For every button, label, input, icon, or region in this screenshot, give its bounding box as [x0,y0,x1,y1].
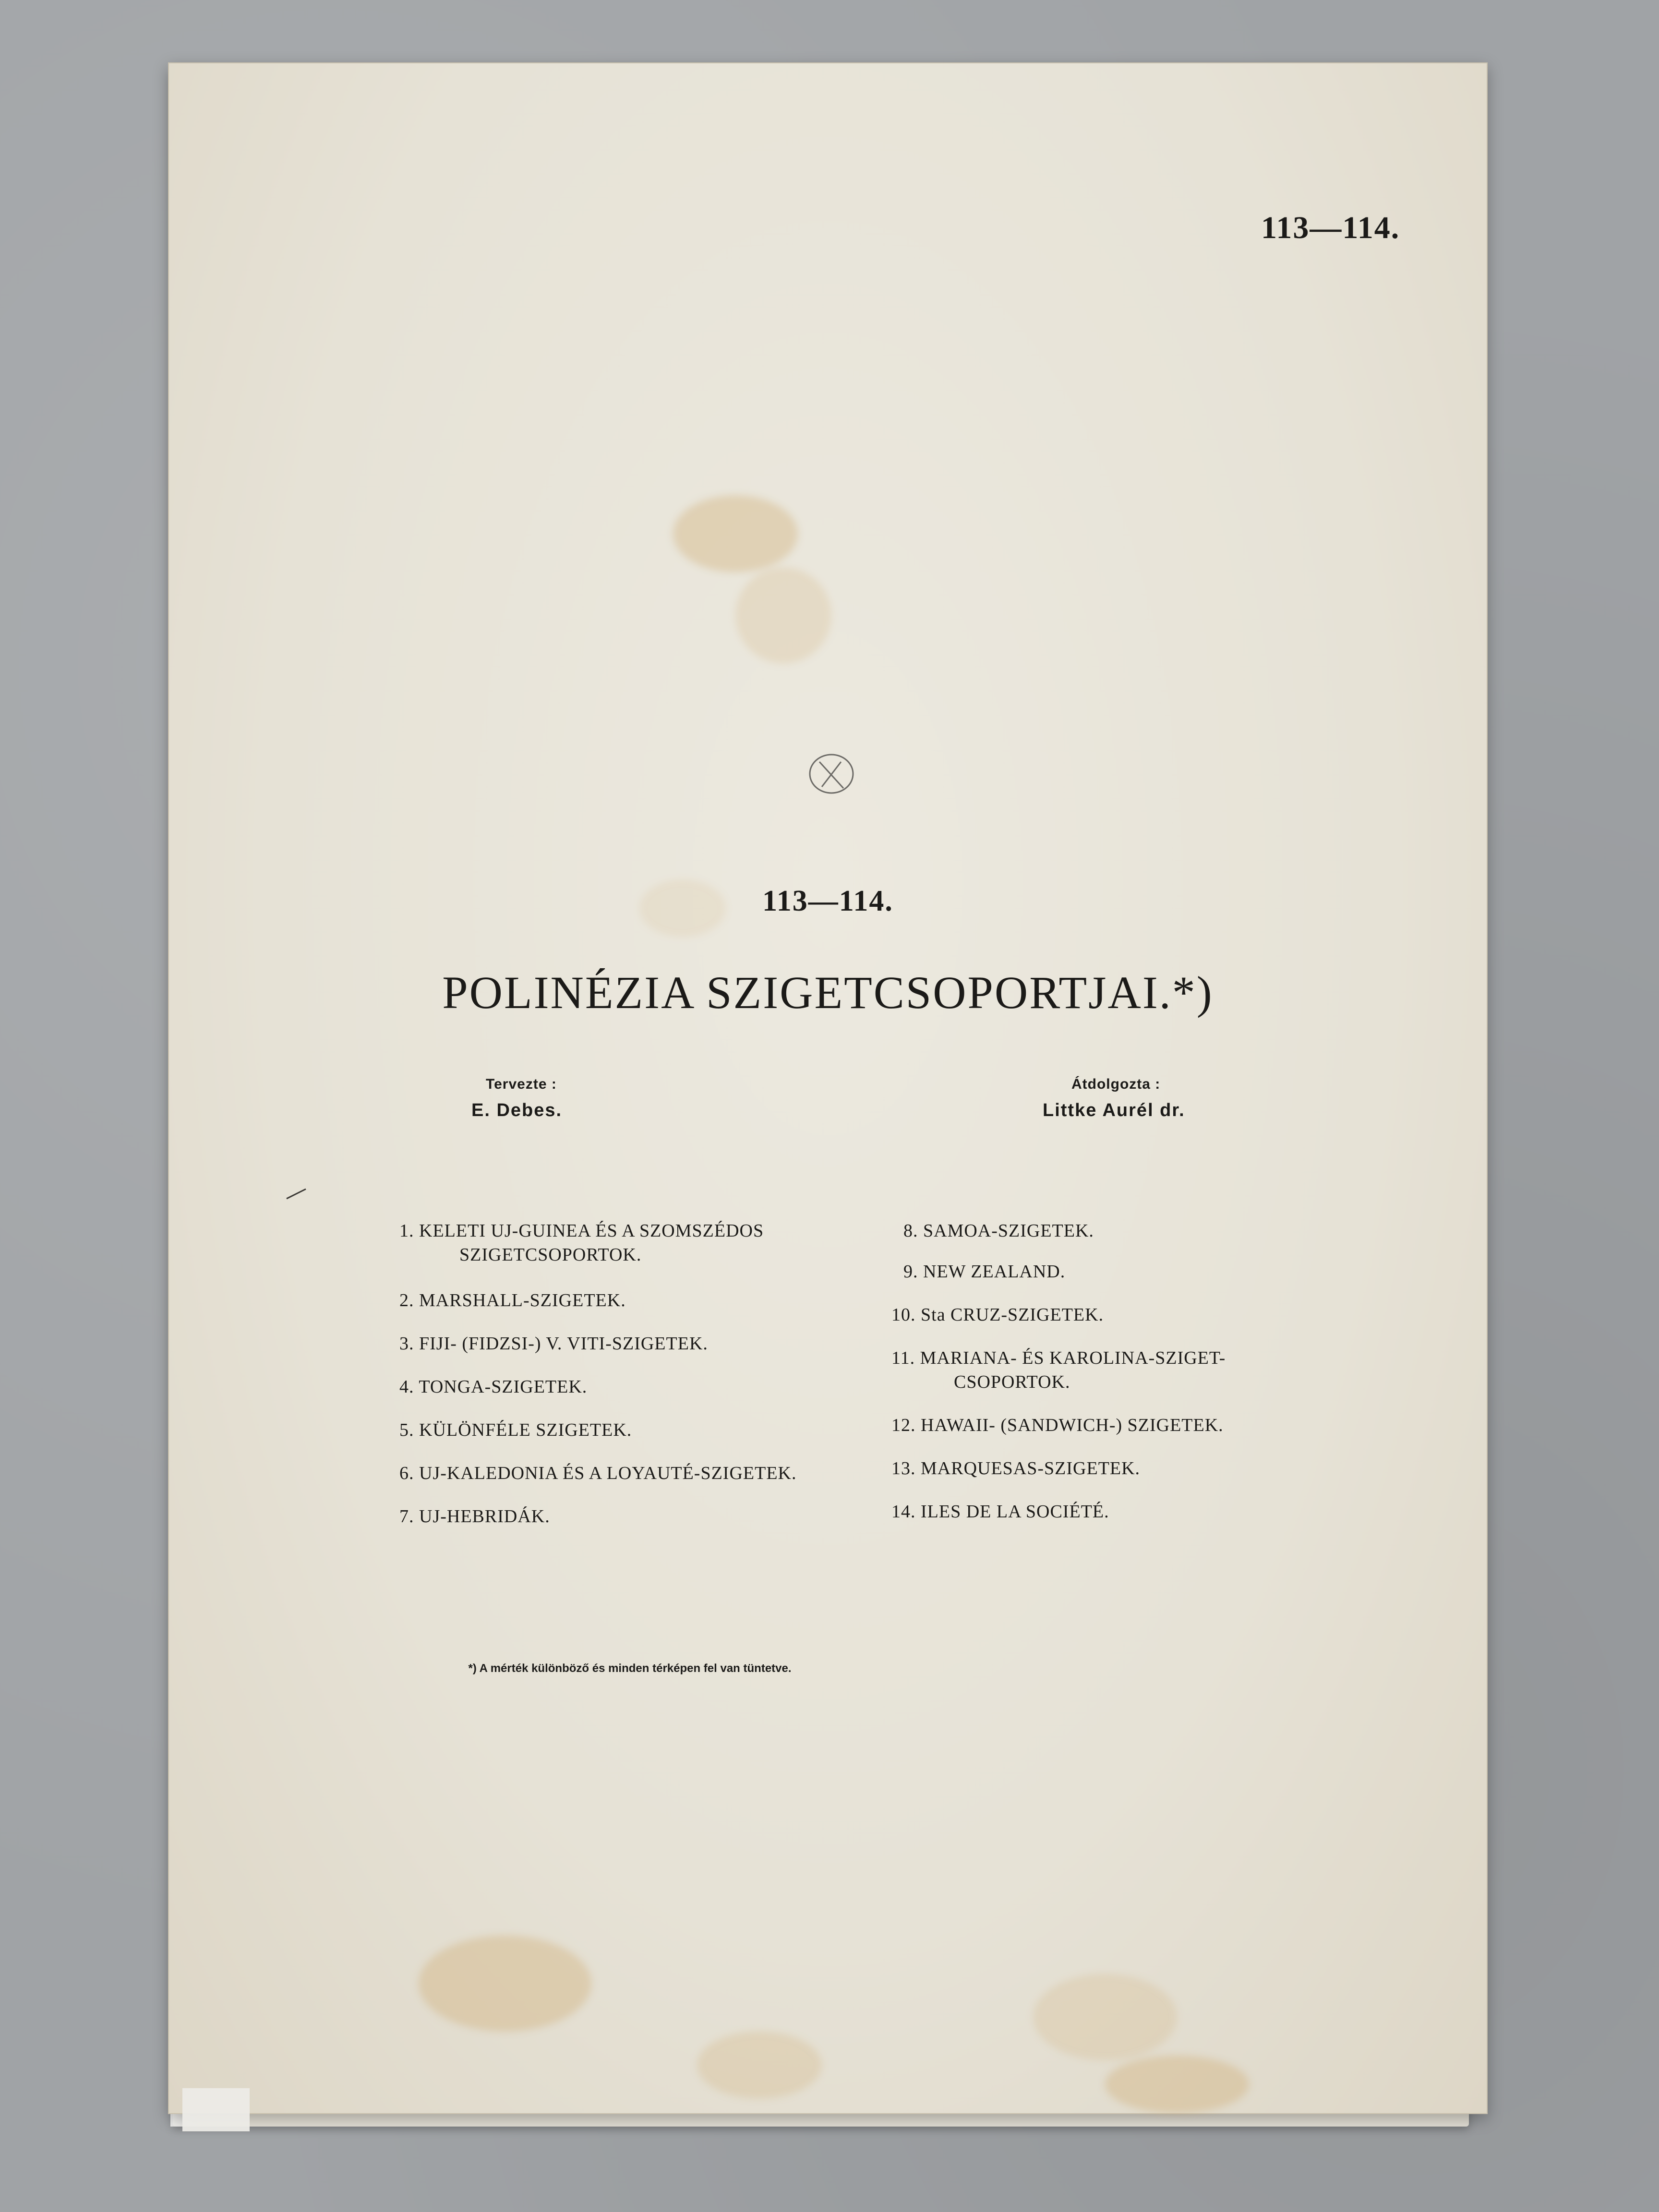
list-item: 3. FIJI- (FIDZSI-) V. VITI-SZIGETEK. [399,1334,708,1354]
page-title: POLINÉZIA SZIGETCSOPORTJAI.*) [442,967,1214,1018]
list-item: 2. MARSHALL-SZIGETEK. [399,1290,626,1310]
stain [419,1936,591,2032]
list-item: 10. Sta CRUZ-SZIGETEK. [891,1305,1104,1325]
stain [1033,1974,1177,2060]
list-item: 8. SAMOA-SZIGETEK. [903,1221,1094,1241]
reviser-name: Littke Aurél dr. [1043,1100,1185,1120]
list-item: 4. TONGA-SZIGETEK. [399,1377,588,1397]
list-item: SZIGETCSOPORTOK. [459,1245,642,1265]
list-item: 9. NEW ZEALAND. [903,1262,1066,1282]
stain [673,495,798,572]
list-item: 12. HAWAII- (SANDWICH-) SZIGETEK. [891,1415,1224,1435]
corner-sheet-number: 113—114. [1261,210,1400,245]
list-item: 5. KÜLÖNFÉLE SZIGETEK. [399,1420,632,1440]
list-item: 11. MARIANA- ÉS KAROLINA-SZIGET- [891,1348,1226,1368]
designer-name: E. Debes. [471,1100,563,1120]
circled-x-icon [793,743,870,805]
stain [735,567,831,663]
tape-piece [182,2088,250,2131]
pencil-tick [284,1187,308,1201]
list-item: 6. UJ-KALEDONIA ÉS A LOYAUTÉ-SZIGETEK. [399,1463,797,1483]
list-item: 13. MARQUESAS-SZIGETEK. [891,1458,1141,1479]
stain [697,2032,822,2099]
reviser-label: Átdolgozta : [1071,1076,1161,1092]
designer-label: Tervezte : [486,1076,557,1092]
stain [1105,2056,1249,2113]
list-item: 1. KELETI UJ-GUINEA ÉS A SZOMSZÉDOS [399,1221,764,1241]
list-item: 14. ILES DE LA SOCIÉTÉ. [891,1502,1109,1522]
document-sheet [168,62,1488,2114]
list-item: CSOPORTOK. [954,1372,1070,1392]
sheet-number: 113—114. [762,885,893,917]
footnote: *) A mérték különböző és minden térképen fel van tüntetve. [468,1662,792,1675]
list-item: 7. UJ-HEBRIDÁK. [399,1506,550,1527]
